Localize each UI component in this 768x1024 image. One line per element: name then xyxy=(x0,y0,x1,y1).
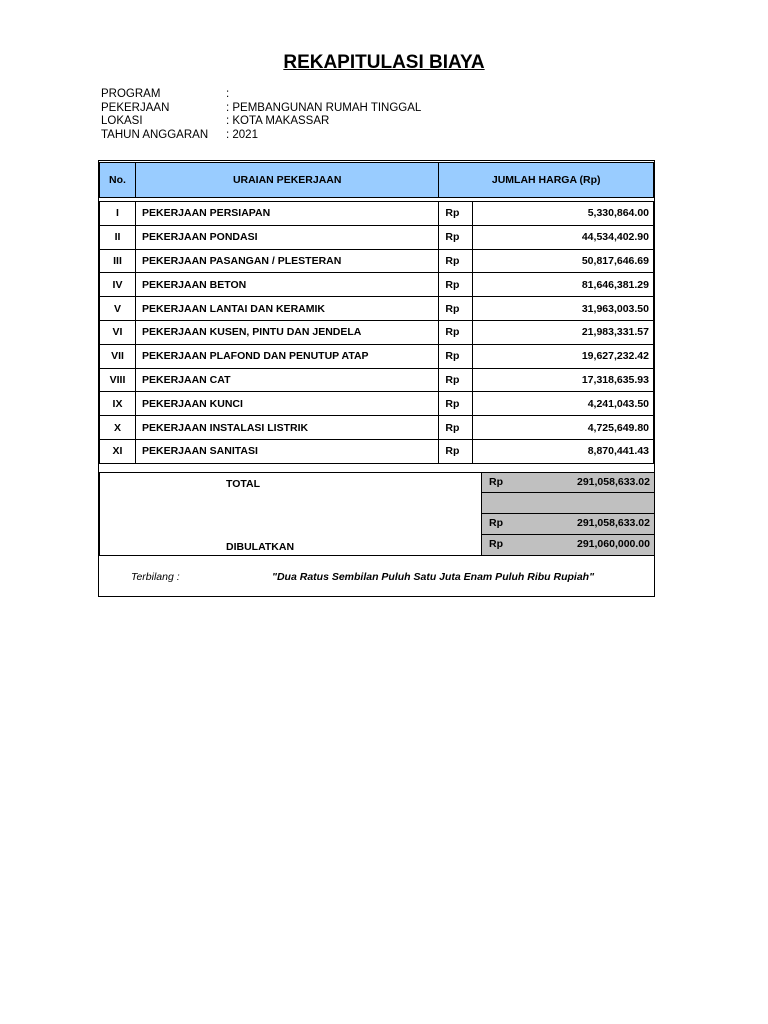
info-label: PEKERJAAN xyxy=(101,101,170,114)
row-rp: Rp xyxy=(439,273,473,297)
info-label: LOKASI xyxy=(101,115,143,127)
info-row-program xyxy=(101,88,421,102)
row-uraian: PEKERJAAN PONDASI xyxy=(136,225,439,249)
row-rp: Rp xyxy=(439,392,473,416)
row-value: 5,330,864.00 xyxy=(473,202,654,226)
row-rp: Rp xyxy=(439,439,473,463)
terbilang-value: "Dua Ratus Sembilan Puluh Satu Juta Enam Puluh Ribu Rupiah" xyxy=(272,571,595,583)
header-no: No. xyxy=(100,163,136,198)
table-row xyxy=(100,249,654,273)
row-uraian: PEKERJAAN KUSEN, PINTU DAN JENDELA xyxy=(136,320,439,344)
row-value: 50,817,646.69 xyxy=(473,249,654,273)
row-no: X xyxy=(100,416,136,440)
totals-line xyxy=(482,534,654,535)
total-value: 291,058,633.02 xyxy=(577,476,650,488)
row-no: III xyxy=(100,249,136,273)
row-rp: Rp xyxy=(439,202,473,226)
table-row xyxy=(100,225,654,249)
info-label: PROGRAM xyxy=(101,88,161,100)
totals-line xyxy=(482,513,654,514)
row-no: IV xyxy=(100,273,136,297)
row-rp: Rp xyxy=(439,416,473,440)
row-rp: Rp xyxy=(439,225,473,249)
row-uraian: PEKERJAAN PLAFOND DAN PENUTUP ATAP xyxy=(136,344,439,368)
row-uraian: PEKERJAAN PASANGAN / PLESTERAN xyxy=(136,249,439,273)
totals-line xyxy=(482,492,654,493)
table-row xyxy=(100,320,654,344)
rounded-value: 291,060,000.00 xyxy=(577,538,650,550)
row-no: IX xyxy=(100,392,136,416)
row-value: 81,646,381.29 xyxy=(473,273,654,297)
row-uraian: PEKERJAAN INSTALASI LISTRIK xyxy=(136,416,439,440)
table-row xyxy=(100,392,654,416)
info-value: : xyxy=(226,88,230,100)
table-header-row xyxy=(100,163,654,198)
row-value: 4,725,649.80 xyxy=(473,416,654,440)
row-rp: Rp xyxy=(439,249,473,273)
row-no: VII xyxy=(100,344,136,368)
row-uraian: PEKERJAAN LANTAI DAN KERAMIK xyxy=(136,297,439,321)
subtotal-value: 291,058,633.02 xyxy=(577,517,650,529)
row-uraian: PEKERJAAN KUNCI xyxy=(136,392,439,416)
cost-table xyxy=(99,162,654,464)
table-row xyxy=(100,273,654,297)
row-no: XI xyxy=(100,439,136,463)
row-no: V xyxy=(100,297,136,321)
table-row xyxy=(100,439,654,463)
row-no: VI xyxy=(100,320,136,344)
table-row xyxy=(100,344,654,368)
row-uraian: PEKERJAAN CAT xyxy=(136,368,439,392)
row-no: I xyxy=(100,202,136,226)
row-rp: Rp xyxy=(439,320,473,344)
row-rp: Rp xyxy=(439,297,473,321)
info-value: : 2021 xyxy=(226,128,258,141)
row-value: 44,534,402.90 xyxy=(473,225,654,249)
info-label: TAHUN ANGGARAN xyxy=(101,128,209,141)
row-uraian: PEKERJAAN SANITASI xyxy=(136,439,439,463)
header-uraian: URAIAN PEKERJAAN xyxy=(136,163,439,198)
row-value: 21,983,331.57 xyxy=(473,320,654,344)
project-info xyxy=(101,88,421,142)
row-value: 4,241,043.50 xyxy=(473,392,654,416)
table-row xyxy=(100,416,654,440)
row-rp: Rp xyxy=(439,368,473,392)
terbilang-label: Terbilang : xyxy=(131,571,180,583)
row-value: 31,963,003.50 xyxy=(473,297,654,321)
row-no: II xyxy=(100,225,136,249)
header-jumlah: JUMLAH HARGA (Rp) xyxy=(439,163,654,198)
row-rp: Rp xyxy=(439,344,473,368)
row-no: VIII xyxy=(100,368,136,392)
row-value: 19,627,232.42 xyxy=(473,344,654,368)
table-row xyxy=(100,297,654,321)
info-value: : KOTA MAKASSAR xyxy=(226,115,330,127)
total-rp: Rp xyxy=(489,476,503,488)
info-row-lokasi xyxy=(101,115,421,129)
table-row xyxy=(100,202,654,226)
row-value: 8,870,441.43 xyxy=(473,439,654,463)
row-uraian: PEKERJAAN PERSIAPAN xyxy=(136,202,439,226)
info-value: : PEMBANGUNAN RUMAH TINGGAL xyxy=(226,101,422,114)
subtotal-rp: Rp xyxy=(489,517,503,529)
rounded-rp: Rp xyxy=(489,538,503,550)
row-value: 17,318,635.93 xyxy=(473,368,654,392)
total-label: TOTAL xyxy=(226,478,261,490)
info-row-pekerjaan xyxy=(101,102,421,116)
document-title: REKAPITULASI BIAYA xyxy=(283,52,485,73)
info-row-tahun xyxy=(101,129,421,143)
row-uraian: PEKERJAAN BETON xyxy=(136,273,439,297)
rounded-label: DIBULATKAN xyxy=(226,541,295,553)
table-row xyxy=(100,368,654,392)
